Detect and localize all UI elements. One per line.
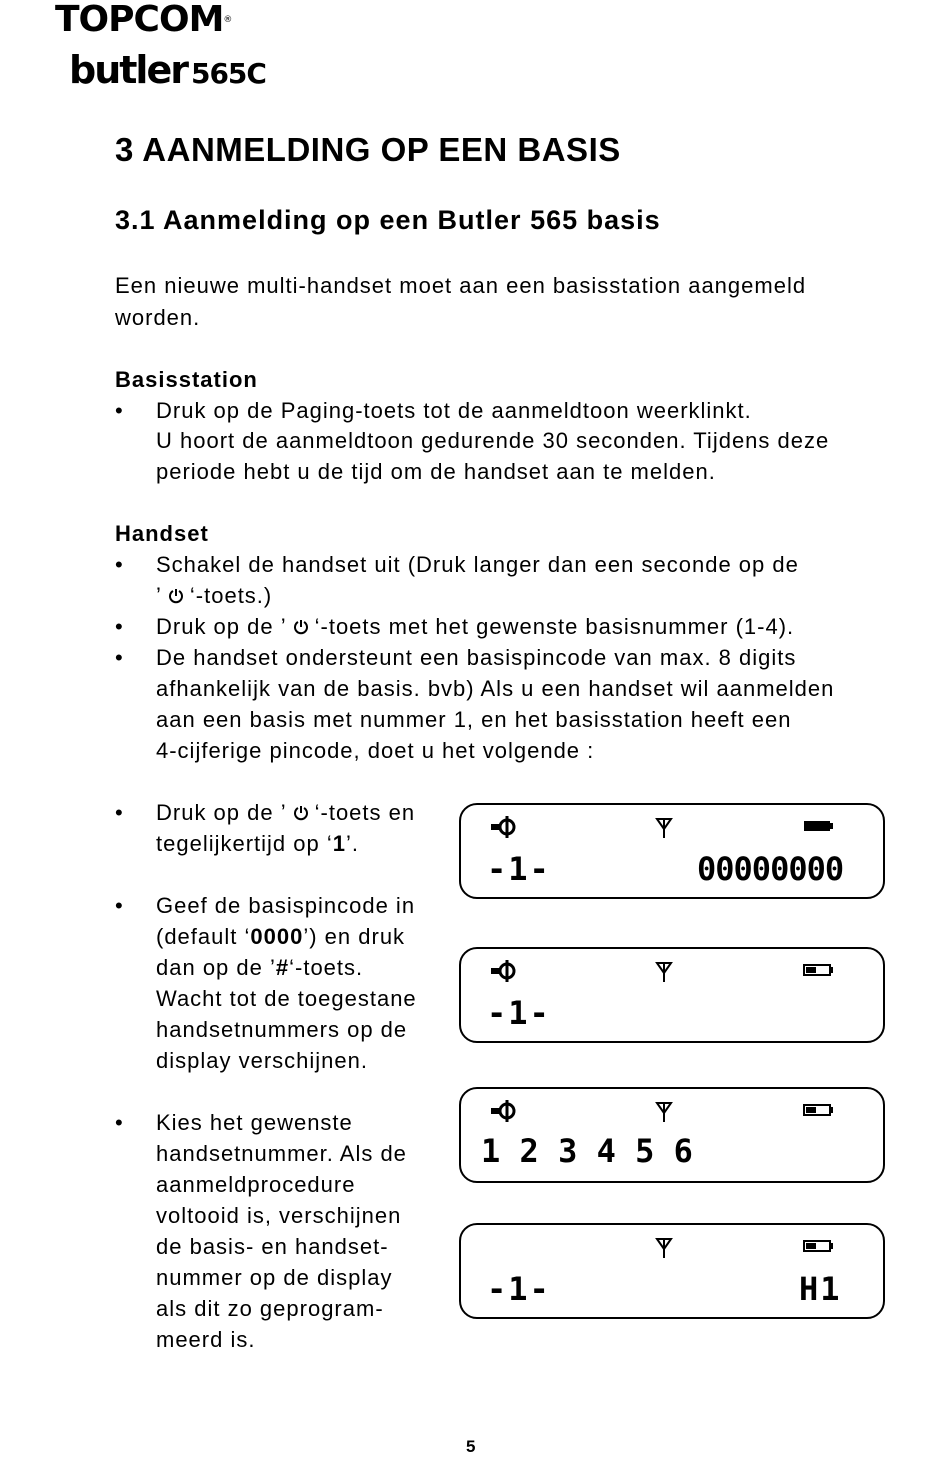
intro-line-1: Een nieuwe multi-handset moet aan een basisstation aangemeld xyxy=(115,273,807,298)
step-2-line-2: (default ‘0000’) en druk xyxy=(156,924,406,949)
step-3-line-6: nummer op de display xyxy=(156,1265,393,1290)
battery-half-icon xyxy=(804,965,833,975)
battery-half-icon xyxy=(804,1105,833,1115)
bullet: • xyxy=(115,552,123,577)
lcd-handset-number: H1 xyxy=(799,1270,842,1308)
basisstation-line-1: Druk op de Paging-toets tot de aanmeldtoon weerklinkt. xyxy=(156,398,752,423)
step-3-line-2: handsetnummer. Als de xyxy=(156,1141,407,1166)
handset-bullet-3-line-1: De handset ondersteunt een basispincode van max. 8 digits xyxy=(156,645,797,670)
lcd-base-number: -1- xyxy=(487,850,551,888)
step-3-line-8: meerd is. xyxy=(156,1327,256,1352)
power-key-icon xyxy=(165,588,187,604)
handset-bullet-2: Druk op de ’ ‘-toets met het gewenste basisnummer (1-4). xyxy=(156,614,795,639)
base-lock-icon xyxy=(491,960,514,982)
lcd-base-number: -1- xyxy=(487,994,551,1032)
basisstation-title: Basisstation xyxy=(115,367,258,392)
step-2-line-4: Wacht tot de toegestane xyxy=(156,986,417,1011)
power-key-icon xyxy=(290,619,312,635)
battery-half-icon xyxy=(804,1241,833,1251)
step-2-line-6: display verschijnen. xyxy=(156,1048,368,1073)
bullet: • xyxy=(115,645,123,670)
step-2-line-5: handsetnummers op de xyxy=(156,1017,408,1042)
lcd-display-4 xyxy=(459,1223,885,1319)
lcd-display-1 xyxy=(459,803,885,899)
lcd-display-2 xyxy=(459,947,885,1043)
section-heading: 3 AANMELDING OP EEN BASIS xyxy=(115,131,621,168)
bullet: • xyxy=(115,398,123,423)
lcd-base-number: -1- xyxy=(487,1270,551,1308)
subsection-heading: 3.1 Aanmelding op een Butler 565 basis xyxy=(115,205,661,235)
lcd-handset-numbers: 1 2 3 4 5 6 xyxy=(481,1132,693,1170)
intro-line-2: worden. xyxy=(115,305,201,330)
step-1-line-1: Druk op de ’ ‘-toets en xyxy=(156,800,416,825)
bullet: • xyxy=(115,800,123,825)
battery-full-icon xyxy=(804,821,833,831)
step-2-line-3: dan op de ’#‘-toets. xyxy=(156,955,364,980)
page-number: 5 xyxy=(466,1437,476,1456)
bullet: • xyxy=(115,614,123,639)
handset-bullet-3-line-2: afhankelijk van de basis. bvb) Als u een handset wil aanmelden xyxy=(156,676,835,701)
step-3-line-7: als dit zo geprogram- xyxy=(156,1296,384,1321)
antenna-icon xyxy=(657,819,671,838)
step-3-line-5: de basis- en handset- xyxy=(156,1234,389,1259)
base-lock-icon xyxy=(491,816,514,838)
basisstation-line-3: periode hebt u de tijd om de handset aan te melden. xyxy=(156,459,716,484)
lcd-display-3 xyxy=(459,1087,885,1183)
handset-title: Handset xyxy=(115,521,209,546)
handset-bullet-1-line-2: ’ ‘-toets.) xyxy=(156,583,273,608)
step-2-line-1: Geef de basispincode in xyxy=(156,893,416,918)
antenna-icon xyxy=(657,1103,671,1122)
base-lock-icon xyxy=(491,1100,514,1122)
basisstation-line-2: U hoort de aanmeldtoon gedurende 30 seconden. Tijdens deze xyxy=(156,428,830,453)
handset-bullet-3-line-3: aan een basis met nummer 1, en het basisstation heeft een xyxy=(156,707,792,732)
bullet: • xyxy=(115,893,123,918)
handset-bullet-1-line-1: Schakel de handset uit (Druk langer dan een seconde op de xyxy=(156,552,799,577)
step-3-line-3: aanmeldprocedure xyxy=(156,1172,356,1197)
brand-logo-text: TOPCOM® xyxy=(55,0,232,40)
lcd-pin-code: 00000000 xyxy=(697,850,844,888)
antenna-icon xyxy=(657,1239,671,1258)
handset-bullet-3-line-4: 4-cijferige pincode, doet u het volgende : xyxy=(156,738,595,763)
antenna-icon xyxy=(657,963,671,982)
power-key-icon xyxy=(290,805,312,821)
topcom-logo xyxy=(55,2,231,38)
bullet: • xyxy=(115,1110,123,1135)
step-3-line-1: Kies het gewenste xyxy=(156,1110,353,1135)
step-3-line-4: voltooid is, verschijnen xyxy=(156,1203,402,1228)
product-logo: butler 565C xyxy=(69,48,266,92)
step-1-line-2: tegelijkertijd op ‘1’. xyxy=(156,831,359,856)
